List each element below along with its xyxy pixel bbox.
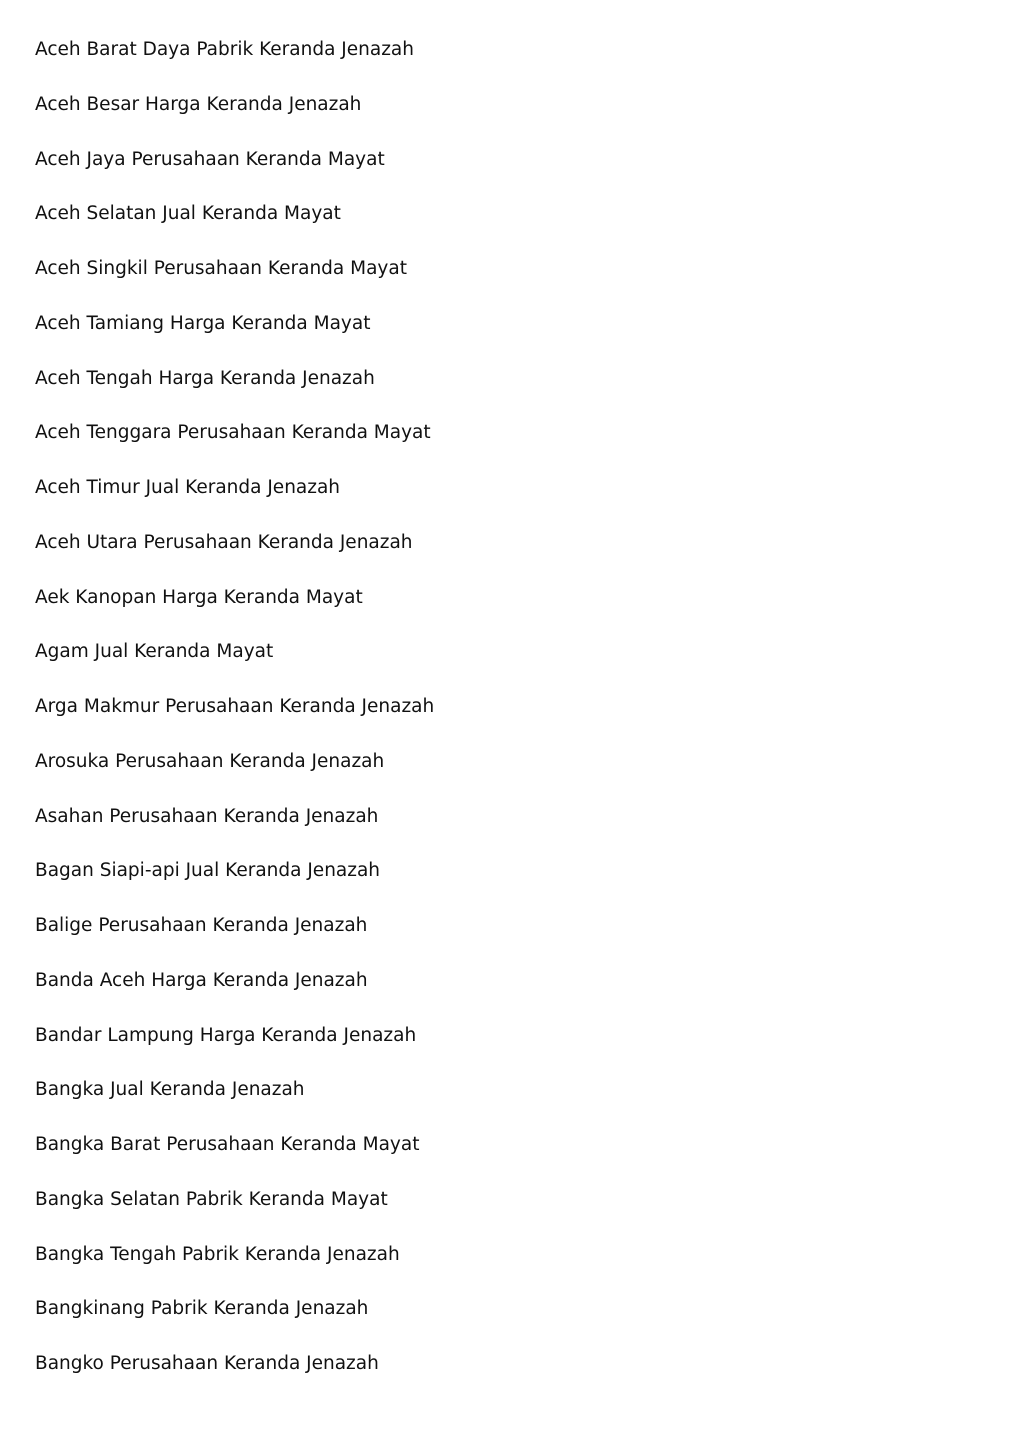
list-item: Balige Perusahaan Keranda Jenazah — [35, 915, 368, 936]
list-item: Aceh Tamiang Harga Keranda Mayat — [35, 312, 371, 334]
list-item: Agam Jual Keranda Mayat — [35, 641, 274, 663]
list-item: Bangka Jual Keranda Jenazah — [35, 1079, 305, 1101]
list-item: Aceh Timur Jual Keranda Jenazah — [35, 477, 341, 498]
list-item: Asahan Perusahaan Keranda Jenazah — [35, 805, 379, 827]
list-item: Bagan Siapi-api Jual Keranda Jenazah — [35, 860, 381, 882]
list-item: Aceh Jaya Perusahaan Keranda Mayat — [35, 148, 385, 170]
list-item: Bangka Barat Perusahaan Keranda Mayat — [35, 1134, 420, 1155]
list-item: Aceh Singkil Perusahaan Keranda Mayat — [35, 258, 407, 279]
entry-list — [35, 36, 935, 1405]
list-item: Aek Kanopan Harga Keranda Mayat — [35, 586, 363, 608]
list-item: Aceh Besar Harga Keranda Jenazah — [35, 93, 362, 115]
list-item: Bangka Selatan Pabrik Keranda Mayat — [35, 1188, 388, 1210]
list-item: Bangka Tengah Pabrik Keranda Jenazah — [35, 1243, 400, 1265]
list-item: Banda Aceh Harga Keranda Jenazah — [35, 969, 368, 991]
list-item: Aceh Utara Perusahaan Keranda Jenazah — [35, 531, 413, 553]
list-item: Aceh Tengah Harga Keranda Jenazah — [35, 367, 375, 389]
list-item: Arosuka Perusahaan Keranda Jenazah — [35, 750, 385, 772]
list-item: Bandar Lampung Harga Keranda Jenazah — [35, 1024, 417, 1046]
list-item: Aceh Selatan Jual Keranda Mayat — [35, 203, 341, 225]
list-item: Aceh Barat Daya Pabrik Keranda Jenazah — [35, 39, 414, 60]
list-item: Aceh Tenggara Perusahaan Keranda Mayat — [35, 422, 431, 444]
list-item: Arga Makmur Perusahaan Keranda Jenazah — [35, 696, 435, 717]
list-item: Bangko Perusahaan Keranda Jenazah — [35, 1353, 379, 1374]
list-item: Bangkinang Pabrik Keranda Jenazah — [35, 1298, 369, 1320]
